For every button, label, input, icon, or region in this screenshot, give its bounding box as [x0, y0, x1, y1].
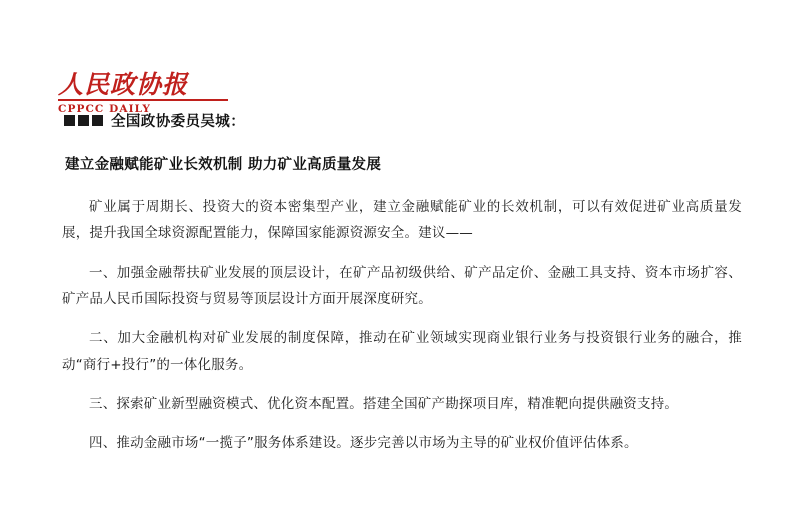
- square-bullets-icon: [64, 115, 103, 126]
- masthead-title-cn: 人民政协报: [58, 70, 189, 99]
- article-body: [62, 110, 742, 470]
- byline-text: 全国政协委员吴城：: [111, 114, 246, 130]
- article-paragraph: 矿业属于周期长、投资大的资本密集型产业，建立金融赋能矿业的长效机制，可以有效促进矿业高质量发展，提升我国全球资源配置能力，保障国家能源资源安全。建议——: [62, 199, 742, 242]
- masthead: [58, 72, 228, 115]
- article-headline: 建立金融赋能矿业长效机制 助力矿业高质量发展: [65, 157, 382, 173]
- masthead-title-en: CPPCC DAILY: [58, 103, 151, 116]
- article-paragraph: 一、加强金融帮扶矿业发展的顶层设计，在矿产品初级供给、矿产品定价、金融工具支持、资本市场扩容、矿产品人民币国际投资与贸易等顶层设计方面开展深度研究。: [62, 264, 742, 307]
- article-paragraph: 四、推动金融市场“一揽子”服务体系建设。逐步完善以市场为主导的矿业权价值评估体系。: [89, 435, 638, 452]
- article-byline: [62, 110, 742, 131]
- article-paragraph: 三、探索矿业新型融资模式、优化资本配置。搭建全国矿产勘探项目库，精准靶向提供融资支持。: [89, 395, 679, 412]
- masthead-divider: [58, 99, 228, 101]
- article-paragraph: 二、加大金融机构对矿业发展的制度保障，推动在矿业领域实现商业银行业务与投资银行业务的融合，推动“商行+投行”的一体化服务。: [62, 330, 742, 373]
